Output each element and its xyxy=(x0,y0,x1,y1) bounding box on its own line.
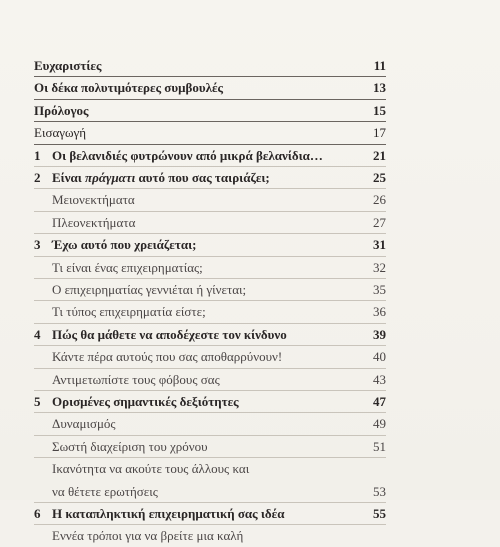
chapter-number: 2 xyxy=(34,170,41,185)
toc-entry[interactable] xyxy=(0,503,500,525)
toc-entry[interactable] xyxy=(0,525,500,547)
toc-entry[interactable] xyxy=(0,481,500,503)
toc-entry[interactable] xyxy=(0,391,500,413)
page-number: 31 xyxy=(373,237,386,253)
page-number: 17 xyxy=(373,125,386,141)
toc-entry[interactable] xyxy=(0,167,500,189)
page-number: 25 xyxy=(373,170,386,185)
page-number: 11 xyxy=(373,58,386,73)
page-number: 32 xyxy=(373,259,386,275)
toc-entry-title: Η καταπληκτική επιχειρηματική σας ιδέα xyxy=(52,506,285,521)
toc-entry-title: Ικανότητα να ακούτε τους άλλους και xyxy=(52,461,250,477)
chapter-number: 4 xyxy=(34,326,41,342)
page-number: 35 xyxy=(373,282,386,297)
toc-entry-title: Οι δέκα πολυτιμότερες συμβουλές xyxy=(34,80,224,96)
page-number: 40 xyxy=(373,349,386,365)
toc-entry[interactable] xyxy=(0,369,500,391)
toc-entry[interactable] xyxy=(0,189,500,211)
toc-entry[interactable] xyxy=(0,324,500,346)
title-part: Είναι xyxy=(52,170,86,185)
page-number: 51 xyxy=(373,438,386,454)
toc-entry-title: Σωστή διαχείριση του χρόνου xyxy=(52,438,208,454)
toc-entry[interactable] xyxy=(0,458,500,480)
page-number: 43 xyxy=(373,371,386,387)
toc-entry[interactable] xyxy=(0,100,500,122)
toc-entry-title: Έχω αυτό που χρειάζεται; xyxy=(52,237,197,253)
page-number: 21 xyxy=(373,147,386,163)
toc-entry[interactable] xyxy=(0,301,500,323)
toc-entry-title: Πώς θα μάθετε να αποδέχεστε τον κίνδυνο xyxy=(52,326,287,342)
page-number: 55 xyxy=(373,506,386,521)
toc-entry-title: Τι είναι ένας επιχειρηματίας; xyxy=(52,259,203,275)
chapter-number: 5 xyxy=(34,394,41,409)
toc-entry-title: Κάντε πέρα αυτούς που σας αποθαρρύνουν! xyxy=(52,349,283,365)
toc-entry[interactable] xyxy=(0,55,500,77)
toc-entry-title: Μειονεκτήματα xyxy=(52,192,135,208)
toc-entry-title: Εισαγωγή xyxy=(34,125,87,141)
toc-entry-title: Πλεονεκτήματα xyxy=(52,214,136,230)
toc-entry-title: Ορισμένες σημαντικές δεξιότητες xyxy=(52,394,239,409)
title-emphasis: πράγματι xyxy=(85,170,136,185)
toc-entry[interactable] xyxy=(0,212,500,234)
toc-entry[interactable] xyxy=(0,122,500,144)
page-number: 39 xyxy=(373,326,386,342)
toc-entry-title: Εννέα τρόποι για να βρείτε μια καλή xyxy=(52,528,244,544)
page-number: 36 xyxy=(373,304,386,320)
page-number: 26 xyxy=(373,192,386,208)
toc-entry-title: Αντιμετωπίστε τους φόβους σας xyxy=(52,371,220,387)
chapter-number: 6 xyxy=(34,506,41,521)
toc-entry-title: Ο επιχειρηματίας γεννιέται ή γίνεται; xyxy=(52,282,247,297)
toc-entry-title: Τι τύπος επιχειρηματία είστε; xyxy=(52,304,206,320)
toc-entry[interactable] xyxy=(0,346,500,368)
toc-entry-title: Ευχαριστίες xyxy=(34,58,102,73)
toc-entry-title: Δυναμισμός xyxy=(52,416,116,432)
toc-entry[interactable] xyxy=(0,234,500,256)
toc-entry[interactable] xyxy=(0,257,500,279)
page-number: 49 xyxy=(373,416,386,432)
toc-entry[interactable] xyxy=(0,145,500,167)
page-number: 27 xyxy=(373,214,386,230)
title-part: αυτό που σας ταιριάζει; xyxy=(135,170,270,185)
toc-entry-title xyxy=(52,167,270,189)
page-number: 53 xyxy=(373,483,386,499)
page-number: 13 xyxy=(373,80,386,96)
chapter-number: 3 xyxy=(34,237,41,253)
toc-entry[interactable] xyxy=(0,77,500,99)
toc-entry-title: Πρόλογος xyxy=(34,102,89,118)
page-number: 15 xyxy=(373,102,386,118)
toc-entry-title: Οι βελανιδιές φυτρώνουν από μικρά βελανίδια… xyxy=(52,147,323,163)
toc-entry[interactable] xyxy=(0,279,500,301)
toc-entry[interactable] xyxy=(0,413,500,435)
toc-entry[interactable] xyxy=(0,436,500,458)
page-number: 47 xyxy=(373,394,386,409)
toc-entry-title: να θέτετε ερωτήσεις xyxy=(52,483,158,499)
chapter-number: 1 xyxy=(34,147,41,163)
